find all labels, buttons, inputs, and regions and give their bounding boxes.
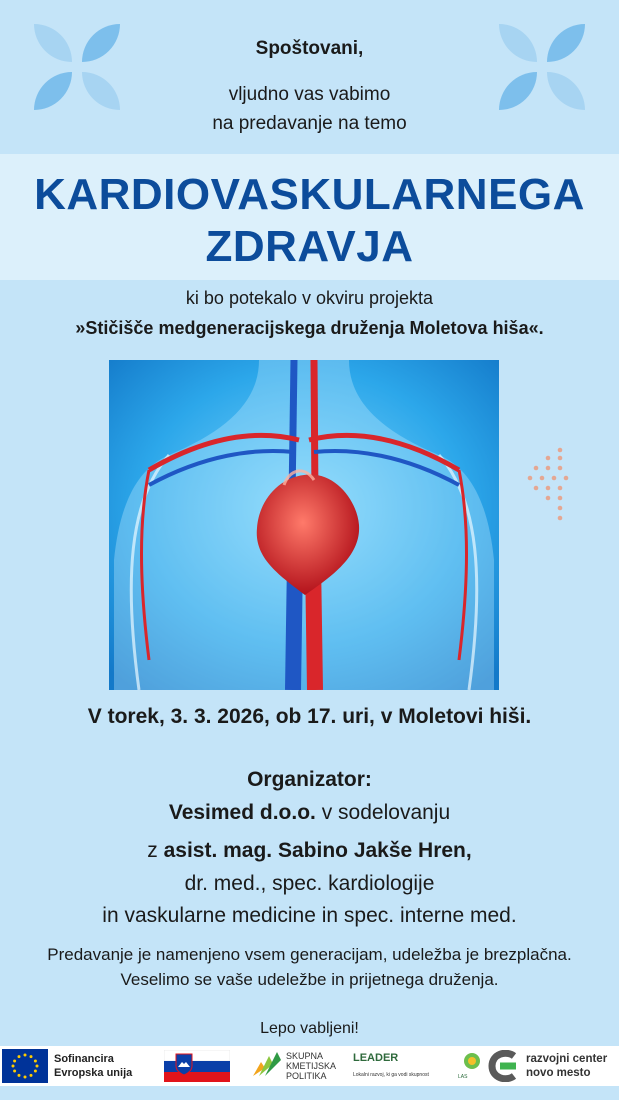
leader-subtitle: Lokalni razvoj, ki ga vodi skupnost xyxy=(353,1072,429,1078)
note-line-2: Veselimo se vaše udeležbe in prijetnega druženja. xyxy=(120,970,499,989)
event-datetime: V torek, 3. 3. 2026, ob 17. uri, v Moletovi hiši. xyxy=(87,705,532,728)
skp-line-3: POLITIKA xyxy=(286,1071,327,1081)
organizer-company: Vesimed d.o.o. xyxy=(168,801,316,824)
common-agricultural-policy-text xyxy=(286,1051,336,1081)
greeting: Spoštovani, xyxy=(255,38,364,59)
eu-line-1: Sofinancira xyxy=(54,1053,114,1065)
leader-logo-text: LEADER xyxy=(353,1052,399,1064)
organizer-person-line xyxy=(0,839,619,863)
organizer-line xyxy=(0,801,619,825)
eu-flag-icon xyxy=(2,1049,48,1083)
lecture-title-line-2: ZDRAVJA xyxy=(205,222,414,271)
organizer-title-line-2: in vaskularne medicine in spec. interne med. xyxy=(102,904,517,927)
slovenia-flag-icon xyxy=(164,1050,230,1082)
eu-cofinance-text xyxy=(54,1052,132,1080)
project-intro: ki bo potekalo v okviru projekta xyxy=(185,288,434,308)
development-center-logo-icon xyxy=(488,1050,520,1082)
invite-line-1: vljudno vas vabimo xyxy=(228,84,391,105)
eu-line-2: Evropska unija xyxy=(54,1067,133,1079)
invite-line-2: na predavanje na temo xyxy=(212,113,407,134)
las-logo-text: LAS xyxy=(458,1074,468,1080)
sponsor-footer xyxy=(0,1046,619,1086)
organizer-person: asist. mag. Sabino Jakše Hren, xyxy=(163,839,472,862)
heart-circulatory-system-image xyxy=(109,360,499,690)
closing-text: Lepo vabljeni! xyxy=(260,1020,359,1037)
organizer-title-line-1: dr. med., spec. kardiologije xyxy=(184,872,435,895)
rc-line-2: novo mesto xyxy=(526,1067,591,1079)
lecture-title-line-1: KARDIOVASKULARNEGA xyxy=(34,170,585,219)
skp-line-2: KMETIJSKA xyxy=(286,1061,337,1071)
organizer-heading: Organizator: xyxy=(247,768,372,791)
project-name: »Stičišče medgeneracijskega druženja Moletova hiša«. xyxy=(75,318,544,338)
rc-line-1: razvojni center xyxy=(526,1053,608,1065)
common-agricultural-policy-logo-icon xyxy=(251,1050,283,1080)
organizer-with-prefix: z xyxy=(147,839,164,862)
decorative-dots-icon xyxy=(526,446,570,522)
development-center-text xyxy=(526,1052,607,1080)
organizer-company-suffix: v sodelovanju xyxy=(315,801,451,824)
note-line-1: Predavanje je namenjeno vsem generacijam, udeležba je brezplačna. xyxy=(47,945,572,964)
skp-line-1: SKUPNA xyxy=(286,1051,324,1061)
